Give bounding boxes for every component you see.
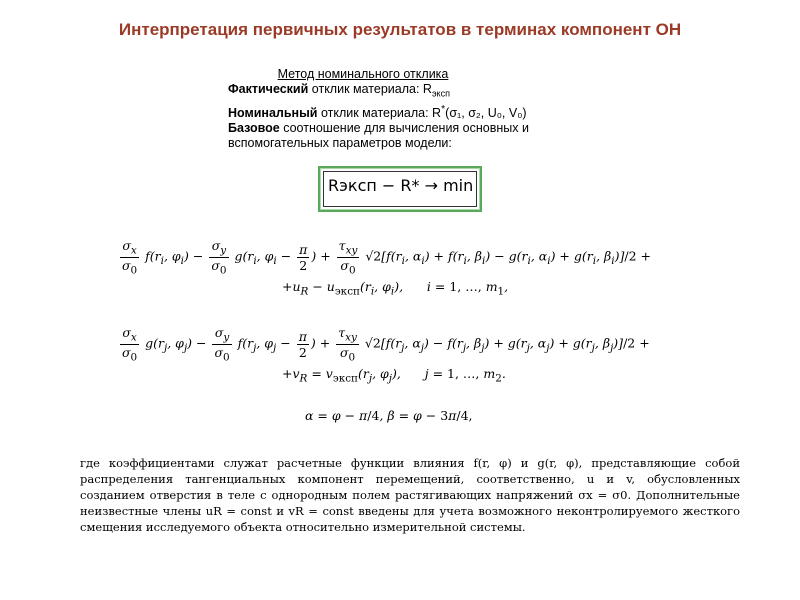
equation-2-line-1: $\frac{\sigma_x}{\sigma_0}$ $g(r_j$, $\varphi_j$) − $\frac{\sigma_y}{\sigma_0}$ $f(r_j$, $\varphi_j$ − $\frac{\pi}{2}$ ) + $\frac{\tau_{xy}}{\sigma_0}$ $√2[f(r_j$, $\alpha_j) - f(r_j$, $\beta_j) + g(r_j$, $\alpha_j) + g(r_j$, $\beta_j)]/2$ +	[122, 325, 650, 363]
actual-response-line: Фактический отклик материала: $R_{эксп}$	[228, 82, 450, 99]
equation-2-line-2: $+v_R = v_{эксп}(r_j$, $\varphi_j$), j = 1, …, $m_2$.	[282, 366, 506, 385]
minimization-formula-box	[318, 166, 482, 212]
equation-1-line-1: $\frac{\sigma_x}{\sigma_0}$ $f(r_i$, $\varphi_i$) − $\frac{\sigma_y}{\sigma_0}$ $g(r_i$, $\varphi_i$ − $\frac{\pi}{2}$ ) + $\frac{\tau_{xy}}{\sigma_0}$ $√2[f(r_i$, $\alpha_i) + f(r_i$, $\beta_i) - g(r_i$, $\alpha_i) + g(r_i$, $\beta_i)]/2$ +	[122, 238, 651, 276]
equation-3: α = φ − π/4, β = φ − 3π/4,	[305, 408, 473, 423]
minimization-formula: Rэксп − R* → min	[328, 176, 474, 195]
method-block	[228, 67, 568, 151]
base-relation-line: Базовое соотношение для вычисления основных и вспомогательных параметров модели:	[228, 120, 529, 150]
nominal-response-line: Номинальный отклик материала: R*(σ₁, σ₂, U₀, V₀)	[228, 103, 527, 120]
method-heading: Метод номинального отклика	[277, 67, 449, 81]
explanation-paragraph: где коэффициентами служат расчетные функции влияния f(r, φ) и g(r, φ), представляющие собой распределения тангенциальных компонент перемещений, соответственно, u и v, обусловленных созданием отверстия в теле с однородным полем растягивающих напряжений σx = σ0. Дополнительные неизвестные члены uR = const и vR = const введены для учета возможного неконтролируемого жесткого смещения исследуемого объекта относительно измерительной системы.	[80, 456, 740, 534]
slide-title: Интерпретация первичных результатов в терминах компонент ОН	[118, 20, 682, 39]
equation-text-source	[0, 0, 1, 1]
equation-1-line-2: $+u_R - u_{эксп}(r_i$, $\varphi_i$), i = 1, …, $m_1$,	[282, 279, 509, 298]
